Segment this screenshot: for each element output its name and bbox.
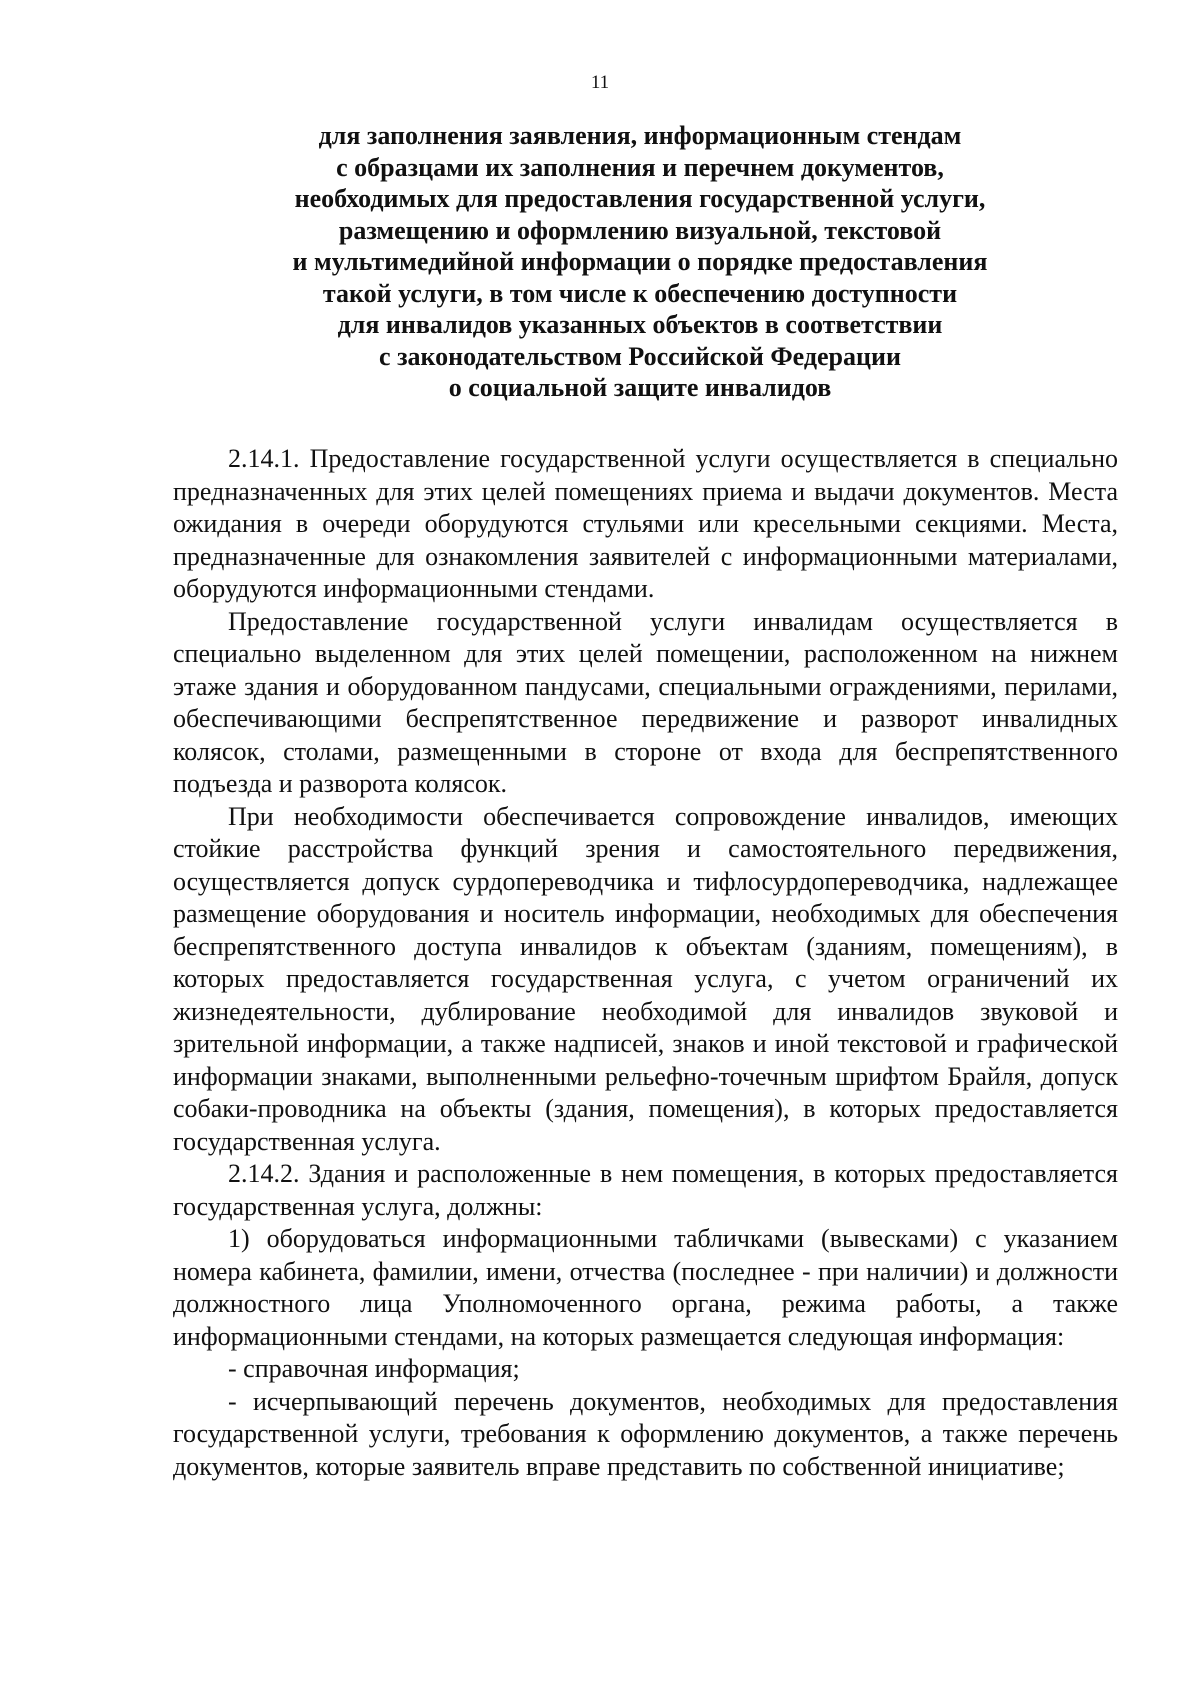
section-heading bbox=[170, 120, 1110, 404]
list-dash-item: - исчерпывающий перечень документов, необходимых для предоставления государственной услуги, требования к оформлению документов, а также перечень документов, которые заявитель вправе представить по собственной инициативе; bbox=[173, 1386, 1118, 1481]
heading-line: с законодательством Российской Федерации bbox=[379, 341, 901, 371]
list-item-1: 1) оборудоваться информационными табличками (вывесками) с указанием номера кабинета, фамилии, имени, отчества (последнее - при наличии) и должности должностного лица Уполномоченного органа, режима работы, а также информационными стендами, на которых размещается следующая информация: bbox=[173, 1224, 1118, 1351]
body-text bbox=[173, 443, 1118, 1483]
paragraph-2-14-1: 2.14.1. Предоставление государственной услуги осуществляется в специально предназначенных для этих целей помещениях приема и выдачи документов. Места ожидания в очереди оборудуются стульями или кресельными секциями. Места, предназначенные для ознакомления заявителей с информационными материалами, оборудуются информационными стендами. bbox=[173, 444, 1118, 603]
heading-line: и мультимедийной информации о порядке предоставления bbox=[292, 247, 988, 276]
heading-line: о социальной защите инвалидов bbox=[448, 373, 832, 402]
heading-line: с образцами их заполнения и перечнем документов, bbox=[336, 152, 944, 182]
paragraph-escort: При необходимости обеспечивается сопровождение инвалидов, имеющих стойкие расстройства функций зрения и самостоятельного передвижения, осуществляется допуск сурдопереводчика и тифлосурдопереводчика, надлежащее размещение оборудования и носитель информации, необходимых для обеспечения беспрепятственного доступа инвалидов к объектам (зданиям, помещениям), в которых предоставляется государственная услуга, с учетом ограничений их жизнедеятельности, дублирование необходимой для инвалидов звуковой и зрительной информации, а также надписей, знаков и иной текстовой и графической информации знаками, выполненными рельефно-точечным шрифтом Брайля, допуск собаки-проводника на объекты (здания, помещения), в которых предоставляется государственная услуга. bbox=[173, 801, 1118, 1156]
paragraph-disabled-access: Предоставление государственной услуги инвалидам осуществляется в специально выделенном для этих целей помещении, расположенном на нижнем этаже здания и оборудованном пандусами, специальными ограждениями, перилами, обеспечивающими беспрепятственное передвижение и разворот инвалидных колясок, столами, размещенными в стороне от входа для беспрепятственного подъезда и разворота колясок. bbox=[173, 606, 1118, 798]
heading-line: размещению и оформлению визуальной, текстовой bbox=[338, 215, 942, 245]
heading-line: для заполнения заявления, информационным стендам bbox=[318, 121, 962, 150]
heading-line: такой услуги, в том числе к обеспечению доступности bbox=[322, 278, 958, 308]
heading-line: для инвалидов указанных объектов в соответствии bbox=[337, 310, 943, 339]
heading-line: необходимых для предоставления государственной услуги, bbox=[294, 184, 986, 213]
paragraph-2-14-2: 2.14.2. Здания и расположенные в нем помещения, в которых предоставляется государственная услуга, должны: bbox=[173, 1159, 1118, 1221]
list-dash-item: - справочная информация; bbox=[228, 1354, 520, 1383]
page-number: 11 bbox=[590, 72, 610, 93]
